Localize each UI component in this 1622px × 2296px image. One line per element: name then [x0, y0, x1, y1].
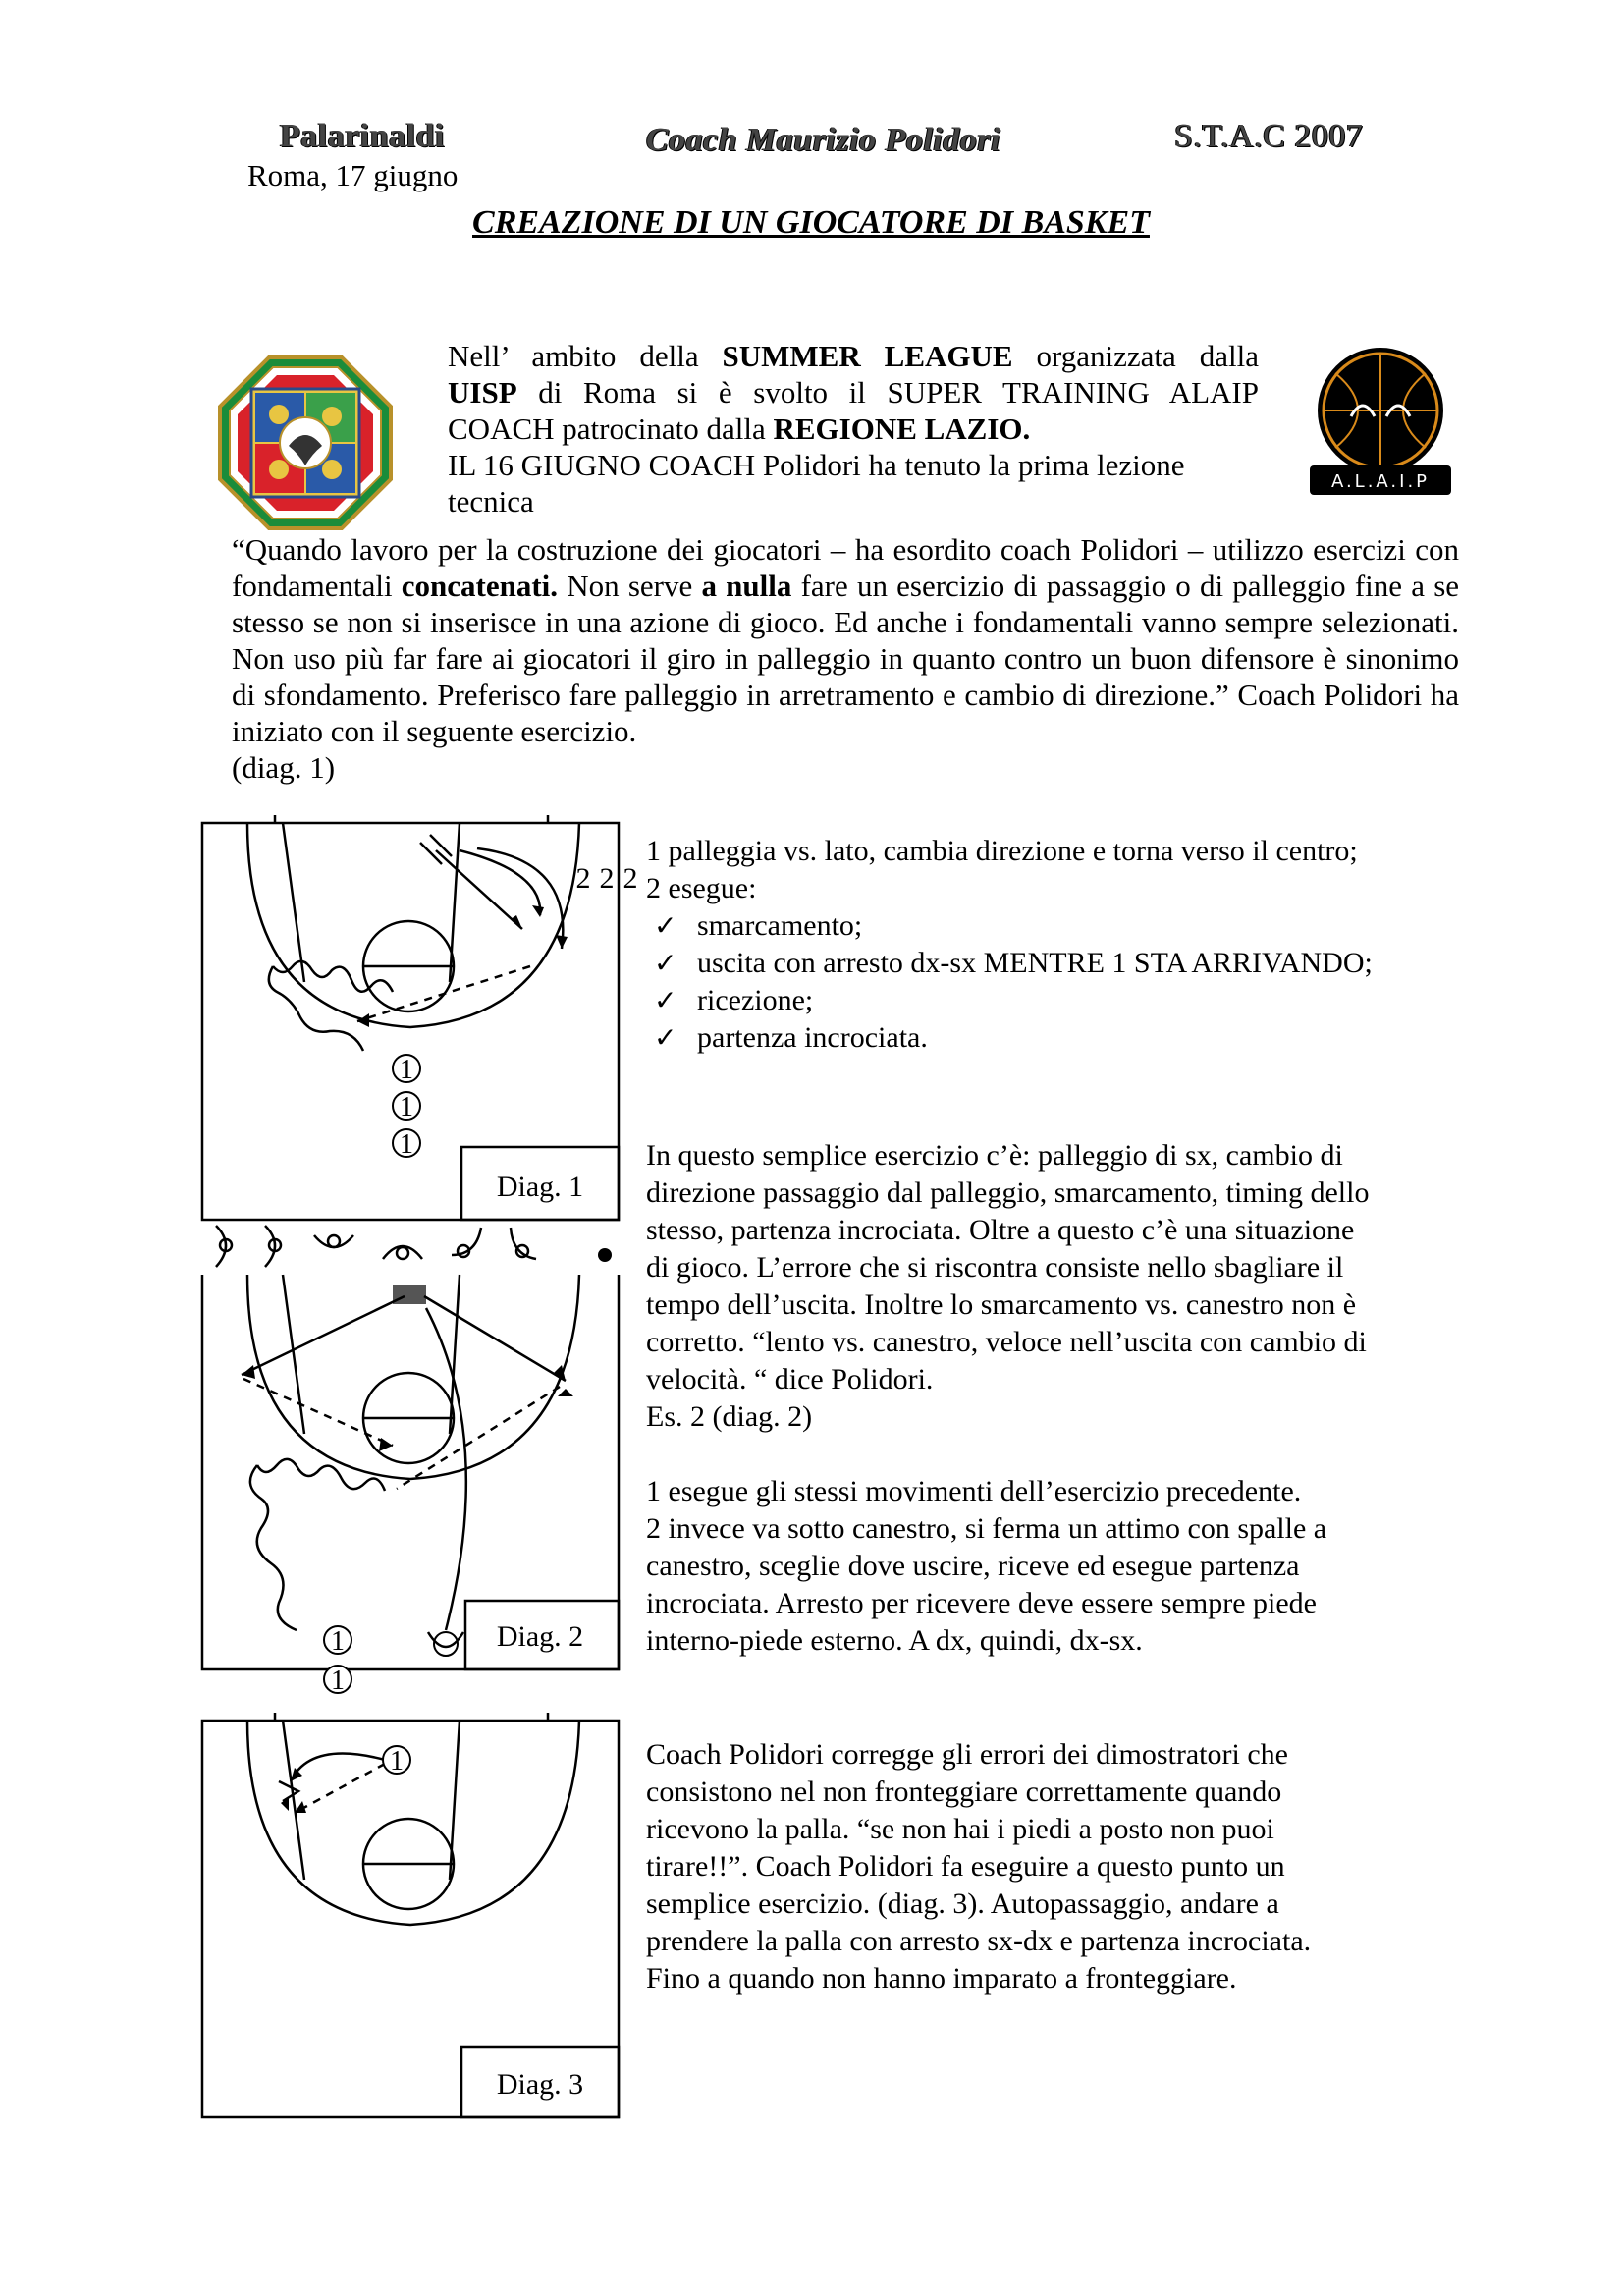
text-line: interno-piede esterno. A dx, quindi, dx-sx. — [646, 1624, 1143, 1657]
diagram-1 — [200, 821, 638, 1224]
diag1-player: 1 — [400, 1092, 413, 1122]
text-line: ricevono la palla. “se non hai i piedi a posto non puoi — [646, 1813, 1274, 1845]
diag1-line: 1 palleggia vs. lato, cambia direzione e torna verso il centro; — [646, 835, 1358, 867]
regione-lazio-logo — [218, 355, 393, 530]
text-line: corretto. “lento vs. canestro, veloce nell’uscita con cambio di — [646, 1326, 1367, 1358]
text-line: di gioco. L’errore che si riscontra consiste nello sbagliare il — [646, 1251, 1344, 1284]
text-line: stesso, partenza incrociata. Oltre a questo c’è una situazione — [646, 1214, 1355, 1246]
text-line: 2 invece va sotto canestro, si ferma un attimo con spalle a — [646, 1512, 1327, 1545]
quote-paragraph — [232, 531, 1459, 786]
diag2-player: 1 — [331, 1626, 345, 1657]
text-line: 1 esegue gli stessi movimenti dell’esercizio precedente. — [646, 1475, 1302, 1507]
list-item: ✓ partenza incrociata. — [646, 1019, 1481, 1057]
intro-text: COACH patrocinato dalla — [448, 411, 774, 446]
exercise-2-explanation — [646, 1473, 1481, 1660]
header-coach: Coach Maurizio Polidori — [646, 122, 1001, 158]
symbol-row — [206, 1216, 628, 1275]
text-line: In questo semplice esercizio c’è: palleggio di sx, cambio di — [646, 1139, 1343, 1172]
diagram-3 — [200, 1719, 622, 2121]
text-line: tirare!!”. Coach Polidori fa eseguire a questo punto un — [646, 1850, 1285, 1883]
quote-text: Non serve — [558, 569, 702, 603]
diag2-player: 1 — [331, 1666, 345, 1696]
diag3-label: Diag. 3 — [496, 2068, 584, 2101]
text-line: incrociata. Arresto per ricevere deve essere sempre piede — [646, 1587, 1317, 1619]
quote-text: “Quando lavoro per la costruzione dei giocatori – ha esordito coach Polidori – utilizzo esercizi con fondamentali — [232, 532, 1459, 603]
text-line: prendere la palla con arresto sx-dx e partenza incrociata. — [646, 1925, 1312, 1957]
header-event: S.T.A.C 2007 — [1174, 118, 1364, 154]
header-venue: Palarinaldi — [280, 118, 445, 154]
intro-text: di Roma si è svolto il SUPER TRAINING ALAIP — [516, 375, 1259, 410]
diag1-steps — [646, 907, 1481, 1057]
text-line: tempo dell’uscita. Inoltre lo smarcamento vs. canestro non è — [646, 1288, 1357, 1321]
intro-text: IL 16 GIUGNO COACH Polidori ha tenuto la prima lezione — [448, 448, 1185, 482]
page-title: CREAZIONE DI UN GIOCATORE DI BASKET — [472, 204, 1150, 241]
text-line: Coach Polidori corregge gli errori dei dimostratori che — [646, 1738, 1288, 1771]
text-line: velocità. “ dice Polidori. — [646, 1363, 934, 1395]
diag1-player: 1 — [400, 1055, 413, 1085]
intro-text: organizzata dalla — [1012, 339, 1259, 373]
intro-bold: UISP — [448, 375, 517, 410]
alaip-logo-text: A.L.A.I.P — [1330, 471, 1431, 492]
intro-text: Nell’ ambito della — [448, 339, 723, 373]
quote-bold: concatenati. — [401, 569, 559, 603]
diag1-description — [646, 833, 1481, 1057]
exercise-3-explanation — [646, 1736, 1481, 1997]
text-line: direzione passaggio dal palleggio, smarcamento, timing dello — [646, 1176, 1370, 1209]
list-item: ✓ ricezione; — [646, 982, 1481, 1019]
text-line: canestro, sceglie dove uscire, riceve ed esegue partenza — [646, 1550, 1300, 1582]
diag1-two: 2 — [575, 862, 591, 895]
exercise-explanation — [646, 1137, 1481, 1436]
list-item: ✓ uscita con arresto dx-sx MENTRE 1 STA ARRIVANDO; — [646, 945, 1481, 982]
quote-text: (diag. 1) — [232, 750, 336, 785]
diag3-player: 1 — [390, 1746, 404, 1777]
intro-bold: REGIONE LAZIO. — [773, 411, 1031, 446]
text-line: Fino a quando non hanno imparato a fronteggiare. — [646, 1962, 1237, 1995]
alaip-logo — [1306, 344, 1455, 497]
intro-text: tecnica — [448, 484, 534, 519]
quote-bold: a nulla — [701, 569, 792, 603]
diag1-two: 2 — [622, 862, 638, 895]
text-line: Es. 2 (diag. 2) — [646, 1400, 813, 1433]
intro-block — [448, 338, 1259, 519]
diag2-label: Diag. 2 — [496, 1620, 584, 1653]
diagram-2 — [200, 1273, 622, 1705]
diag1-player: 1 — [400, 1129, 413, 1160]
list-item: ✓ smarcamento; — [646, 907, 1481, 945]
diag1-two: 2 — [599, 862, 615, 895]
text-line: consistono nel non fronteggiare correttamente quando — [646, 1776, 1282, 1808]
text-line: semplice esercizio. (diag. 3). Autopassaggio, andare a — [646, 1887, 1279, 1920]
intro-bold: SUMMER LEAGUE — [722, 339, 1013, 373]
header-date: Roma, 17 giugno — [247, 158, 459, 192]
diag1-line: 2 esegue: — [646, 872, 757, 904]
quote-text: fare un esercizio di passaggio o di palleggio fine a se stesso se non si inserisce in una azione di gioco. Ed anche i fondamentali vanno sempre selezionati. Non uso più far fare ai giocatori il giro in palleggio in quanto contro un buon difensore è sinonimo di sfondamento. Preferisco fare palleggio in arretramento e cambio di direzione.” Coach Polidori ha iniziato con il seguente esercizio. — [232, 569, 1460, 748]
diag1-label: Diag. 1 — [496, 1171, 584, 1203]
